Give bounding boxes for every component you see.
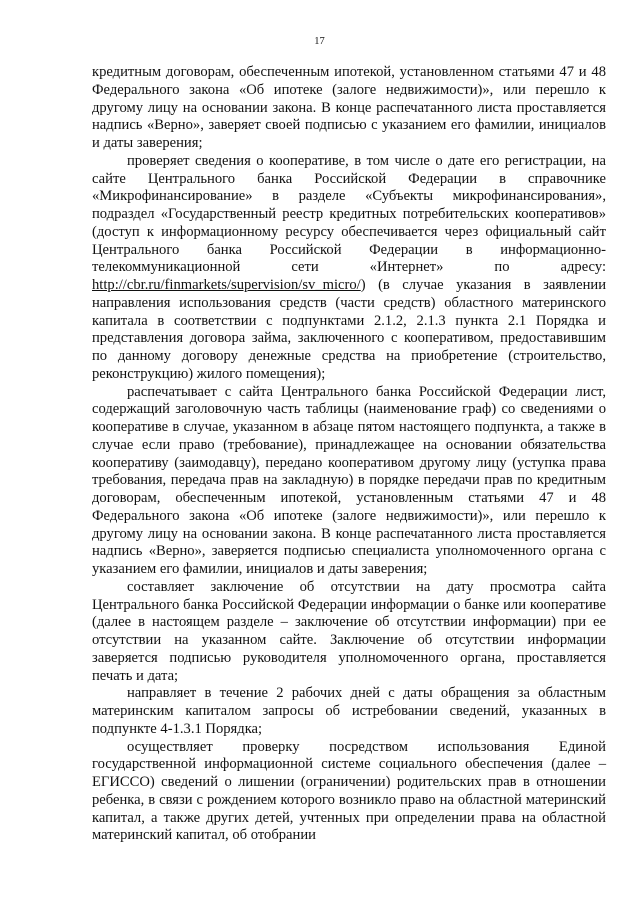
paragraph-continuation: кредитным договорам, обеспеченным ипотекой, установленном статьями 47 и 48 Федерального закона «Об ипотеке (залоге недвижимости)», или перешло к другому лицу на основании закона. В конце распечатанного листа проставляется надпись «Верно», заверяет своей подписью с указанием его фамилии, инициалов и даты заверения; bbox=[92, 64, 606, 151]
cbr-registry-link[interactable]: http://cbr.ru/finmarkets/supervision/sv_micro/ bbox=[92, 277, 361, 293]
paragraph-absence-conclusion: составляет заключение об отсутствии на дату просмотра сайта Центрального банка Российской Федерации информации о банке или кооперативе (далее в настоящем разделе – заключение об отсутствии информации) при ее отсутствии на указанном сайте. Заключение об отсутствии информации заверяется подписью руководителя уполномоченного органа, проставляется печать и дата; bbox=[92, 578, 606, 684]
document-body bbox=[92, 64, 606, 845]
paragraph-text: проверяет сведения о кооперативе, в том числе о дате его регистрации, на сайте Центрального банка Российской Федерации в справочнике «Микрофинансирование» в разделе «Субъекты микрофинансирования», подраздел «Государственный реестр кредитных потребительских кооперативов» (доступ к информационному ресурсу обеспечивается через официальный сайт Центрального банка Российской Федерации в информационно-телекоммуникационной сети «Интернет» по адресу: bbox=[92, 152, 606, 276]
page-number: 17 bbox=[314, 36, 325, 47]
paragraph-egisso-check: осуществляет проверку посредством использования Единой государственной информационной системе социального обеспечения (далее – ЕГИССО) сведений о лишении (ограничении) родительских прав в отношении ребенка, в связи с рождением которого возникло право на областной материнский капитал, а также других детей, учтенных при определении права на областной материнский капитал, об отобрании bbox=[92, 738, 606, 844]
paragraph-print-sheet: распечатывает с сайта Центрального банка Российской Федерации лист, содержащий заголовочную часть таблицы (наименование граф) со сведениями о кооперативе в случае, указанном в абзаце пятом настоящего подпункта, а также в случае если право (требование), принадлежащее на основании обязательства кооперативу (заимодавцу), передано кооперативом другому лицу (уступка права требования, передача прав на закладную) в порядке передачи прав по кредитным договорам, обеспеченным ипотекой, установленным статьями 47 и 48 Федерального закона «Об ипотеке (залоге недвижимости)», или перешло к другому лицу на основании закона. В конце распечатанного листа проставляется надпись «Верно», заверяется подписью специалиста уполномоченного органа с указанием его фамилии, инициалов и даты заверения; bbox=[92, 383, 606, 577]
paragraph-requests: направляет в течение 2 рабочих дней с даты обращения за областным материнским капиталом запросы об истребовании сведений, указанных в подпункте 4-1.3.1 Порядка; bbox=[92, 685, 606, 737]
paragraph-text: ) (в случае указания в заявлении направления использования средств (части средств) областного материнского капитала в соответствии с подпунктами 2.1.2, 2.1.3 пункта 2.1 Порядка и представления договора займа, заключенного с кооперативом, предоставившим по данному договору денежные средства на приобретение (строительство, реконструкцию) жилого помещения); bbox=[92, 277, 606, 382]
paragraph-cooperative-check bbox=[92, 153, 606, 384]
